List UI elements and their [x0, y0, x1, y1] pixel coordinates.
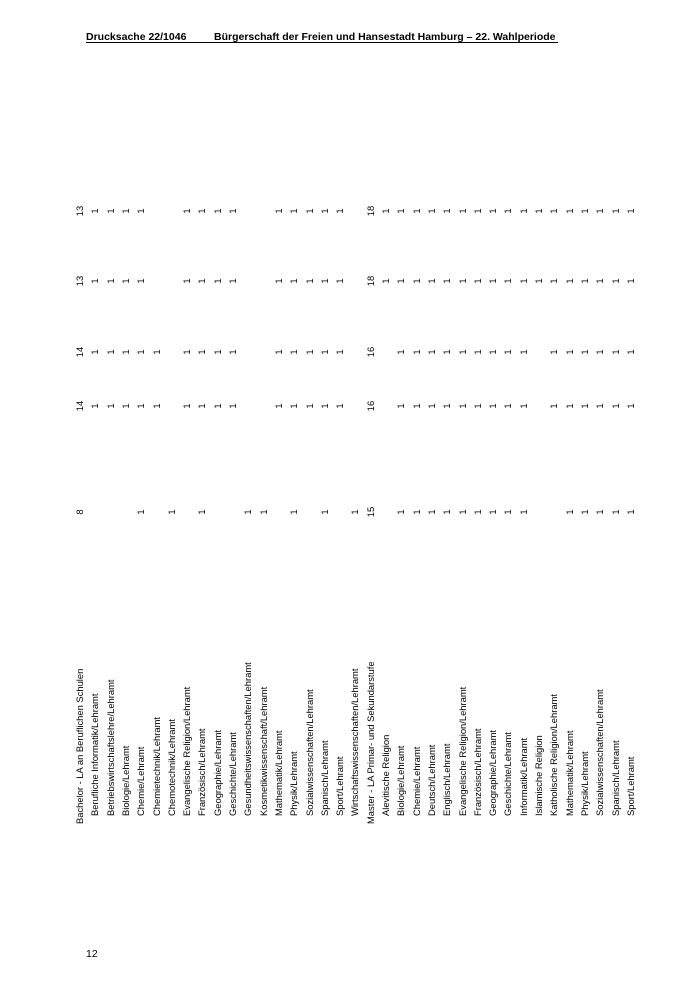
value-cell: 1 — [425, 278, 437, 284]
drucksache-number: Drucksache 22/1046 — [86, 31, 187, 43]
value-cell: 1 — [150, 403, 162, 409]
value-cell: 1 — [380, 278, 391, 284]
table-row — [424, 184, 439, 824]
value-cell: 1 — [89, 278, 101, 284]
row-label: Sport/Lehramt — [334, 756, 346, 816]
value-cell: 1 — [135, 208, 147, 214]
value-cell: 1 — [135, 509, 147, 515]
value-cell: 1 — [288, 208, 300, 214]
table-row — [332, 184, 347, 824]
value-cell: 1 — [318, 278, 330, 284]
row-label: Chemie/Lehramt — [135, 746, 147, 816]
page-header — [0, 31, 700, 45]
row-label: Sozialwissenschaften/Lehramt — [594, 689, 606, 816]
value-cell: 1 — [563, 403, 575, 409]
value-cell: 1 — [227, 403, 238, 409]
value-cell: 1 — [456, 349, 468, 355]
value-cell: 1 — [104, 403, 116, 409]
value-cell: 1 — [533, 208, 544, 214]
value-cell: 1 — [196, 509, 208, 515]
rotated-data-table — [72, 184, 636, 824]
value-cell: 1 — [594, 349, 606, 355]
row-label: Chemie/Lehramt — [410, 746, 422, 816]
value-cell: 18 — [364, 275, 376, 287]
value-cell: 1 — [502, 278, 514, 284]
value-cell: 1 — [119, 349, 131, 355]
value-cell: 1 — [303, 349, 315, 355]
value-cell: 1 — [548, 403, 560, 409]
value-cell: 1 — [272, 208, 284, 214]
value-cell: 1 — [548, 208, 560, 214]
value-cell: 1 — [395, 278, 407, 284]
table-row — [149, 184, 164, 824]
value-cell: 1 — [318, 509, 330, 515]
value-cell: 1 — [517, 403, 529, 409]
row-label: Geographie/Lehramt — [487, 730, 499, 816]
value-cell: 1 — [487, 208, 499, 214]
row-label: Französisch/Lehramt — [196, 728, 208, 816]
row-label: Mathematik/Lehramt — [272, 730, 284, 816]
value-cell: 1 — [288, 403, 300, 409]
value-cell: 1 — [487, 403, 499, 409]
row-label: Chemietechnik/Lehramt — [150, 716, 162, 816]
row-label: Deutsch/Lehramt — [425, 744, 437, 816]
value-cell: 1 — [487, 509, 499, 515]
row-label: Kosmetikwissenschaft/Lehramt — [257, 686, 269, 816]
value-cell: 1 — [242, 509, 254, 515]
value-cell: 1 — [425, 349, 437, 355]
value-cell: 1 — [211, 278, 223, 284]
value-cell: 1 — [624, 349, 636, 355]
table-row — [347, 184, 362, 824]
value-cell: 16 — [364, 400, 376, 412]
row-label: Islamische Religion — [533, 735, 544, 816]
value-cell: 1 — [227, 208, 238, 214]
value-cell: 1 — [196, 403, 208, 409]
value-cell: 1 — [609, 403, 621, 409]
value-cell: 1 — [471, 278, 483, 284]
value-cell: 1 — [318, 403, 330, 409]
value-cell: 1 — [119, 208, 131, 214]
value-cell: 1 — [288, 349, 300, 355]
value-cell: 1 — [487, 278, 499, 284]
value-cell: 1 — [303, 403, 315, 409]
value-cell: 1 — [334, 208, 346, 214]
value-cell: 1 — [410, 403, 422, 409]
value-cell: 1 — [272, 349, 284, 355]
value-cell: 1 — [181, 403, 193, 409]
value-cell: 1 — [594, 403, 606, 409]
row-label: Informatik/Lehramt — [517, 737, 529, 816]
row-label: Mathematik/Lehramt — [563, 730, 575, 816]
value-cell: 1 — [578, 208, 590, 214]
value-cell: 1 — [119, 278, 131, 284]
table-row — [225, 184, 240, 824]
value-cell: 1 — [89, 349, 101, 355]
table-row — [623, 184, 638, 824]
value-cell: 1 — [227, 278, 238, 284]
value-cell: 1 — [471, 208, 483, 214]
row-label: Chemotechnik/Lehramt — [165, 719, 177, 816]
value-cell: 1 — [578, 509, 590, 515]
value-cell: 1 — [502, 349, 514, 355]
table-row — [286, 184, 301, 824]
value-cell: 1 — [594, 208, 606, 214]
value-cell: 1 — [410, 349, 422, 355]
row-label: Evangelische Religion/Lehramt — [181, 686, 193, 816]
value-cell: 1 — [89, 403, 101, 409]
value-cell: 1 — [395, 403, 407, 409]
row-label: Geschichte/Lehramt — [502, 732, 514, 816]
table-row — [240, 184, 255, 824]
table-row — [500, 184, 515, 824]
row-label: Gesundheitswissenschaften/Lehramt — [242, 662, 254, 816]
row-label: Sport/Lehramt — [624, 756, 636, 816]
table-row — [103, 184, 118, 824]
table-row — [592, 184, 607, 824]
value-cell: 1 — [517, 509, 529, 515]
row-label: Bachelor - LA an Beruflichen Schulen — [74, 668, 85, 824]
value-cell: 1 — [104, 208, 116, 214]
value-cell: 1 — [533, 278, 544, 284]
value-cell: 1 — [334, 349, 346, 355]
value-cell: 1 — [609, 349, 621, 355]
table-row — [210, 184, 225, 824]
value-cell: 1 — [410, 509, 422, 515]
table-row — [179, 184, 194, 824]
value-cell: 14 — [74, 400, 85, 412]
row-label: Geographie/Lehramt — [211, 730, 223, 816]
value-cell: 1 — [471, 349, 483, 355]
value-cell: 1 — [578, 278, 590, 284]
row-label: Wirtschaftswissenschaften/Lehramt — [349, 668, 361, 816]
table-row — [194, 184, 209, 824]
row-label: Betriebswirtschaftslehre/Lehramt — [104, 679, 116, 816]
table-group-row — [363, 184, 378, 824]
value-cell: 1 — [502, 403, 514, 409]
value-cell: 1 — [104, 349, 116, 355]
value-cell: 1 — [578, 349, 590, 355]
table-row — [546, 184, 561, 824]
value-cell: 13 — [74, 205, 85, 217]
value-cell: 1 — [609, 278, 621, 284]
value-cell: 1 — [196, 349, 208, 355]
row-label: Spanisch/Lehramt — [318, 740, 330, 816]
value-cell: 1 — [89, 208, 101, 214]
table-row — [485, 184, 500, 824]
table-row — [608, 184, 623, 824]
value-cell: 1 — [609, 208, 621, 214]
row-label: Biologie/Lehramt — [395, 745, 407, 816]
table-row — [470, 184, 485, 824]
value-cell: 1 — [456, 208, 468, 214]
value-cell: 1 — [334, 403, 346, 409]
value-cell: 1 — [548, 278, 560, 284]
value-cell: 1 — [135, 278, 147, 284]
value-cell: 1 — [471, 509, 483, 515]
value-cell: 1 — [410, 278, 422, 284]
value-cell: 1 — [456, 509, 468, 515]
value-cell: 1 — [441, 349, 453, 355]
value-cell: 1 — [441, 208, 453, 214]
value-cell: 1 — [104, 278, 116, 284]
value-cell: 1 — [395, 509, 407, 515]
value-cell: 1 — [181, 349, 193, 355]
value-cell: 1 — [594, 278, 606, 284]
value-cell: 1 — [594, 509, 606, 515]
value-cell: 1 — [425, 208, 437, 214]
table-row — [562, 184, 577, 824]
row-label: Spanisch/Lehramt — [609, 740, 621, 816]
table-row — [133, 184, 148, 824]
value-cell: 15 — [364, 506, 376, 518]
value-cell: 1 — [380, 208, 391, 214]
value-cell: 1 — [211, 208, 223, 214]
value-cell: 1 — [624, 278, 636, 284]
value-cell: 1 — [211, 349, 223, 355]
value-cell: 1 — [456, 403, 468, 409]
value-cell: 1 — [425, 509, 437, 515]
row-label: Geschichte/Lehramt — [227, 732, 238, 816]
table-row — [516, 184, 531, 824]
value-cell: 1 — [395, 208, 407, 214]
table-row — [455, 184, 470, 824]
value-cell: 1 — [196, 208, 208, 214]
value-cell: 1 — [165, 509, 177, 515]
value-cell: 1 — [425, 403, 437, 409]
value-cell: 1 — [272, 403, 284, 409]
value-cell: 1 — [502, 509, 514, 515]
table-row — [256, 184, 271, 824]
value-cell: 1 — [303, 278, 315, 284]
value-cell: 1 — [578, 403, 590, 409]
value-cell: 1 — [548, 349, 560, 355]
table-row — [271, 184, 286, 824]
value-cell: 1 — [563, 349, 575, 355]
table-row — [302, 184, 317, 824]
table-row — [317, 184, 332, 824]
value-cell: 1 — [487, 349, 499, 355]
value-cell: 1 — [471, 403, 483, 409]
value-cell: 1 — [395, 349, 407, 355]
value-cell: 1 — [303, 208, 315, 214]
value-cell: 1 — [135, 349, 147, 355]
table-row — [164, 184, 179, 824]
table-row — [439, 184, 454, 824]
value-cell: 1 — [517, 208, 529, 214]
row-label: Biologie/Lehramt — [119, 745, 131, 816]
row-label: Katholische Religion/Lehramt — [548, 694, 560, 816]
value-cell: 1 — [502, 208, 514, 214]
value-cell: 1 — [563, 509, 575, 515]
row-label: Englisch/Lehramt — [441, 743, 453, 816]
value-cell: 1 — [334, 278, 346, 284]
row-label: Alevitische Religion — [380, 734, 391, 816]
value-cell: 1 — [181, 278, 193, 284]
value-cell: 1 — [196, 278, 208, 284]
table-row — [87, 184, 102, 824]
table-row — [531, 184, 546, 824]
value-cell: 13 — [74, 275, 85, 287]
value-cell: 8 — [74, 509, 85, 515]
value-cell: 1 — [272, 278, 284, 284]
table-row — [378, 184, 393, 824]
row-label: Französisch/Lehramt — [471, 728, 483, 816]
value-cell: 1 — [517, 349, 529, 355]
value-cell: 1 — [119, 403, 131, 409]
value-cell: 1 — [211, 403, 223, 409]
table-group-row — [72, 184, 87, 824]
value-cell: 1 — [150, 349, 162, 355]
value-cell: 1 — [624, 509, 636, 515]
row-label: Physik/Lehramt — [288, 751, 300, 816]
value-cell: 1 — [624, 403, 636, 409]
value-cell: 1 — [181, 208, 193, 214]
value-cell: 1 — [318, 349, 330, 355]
row-label: Master - LA Primar- und Sekundarstufe — [364, 661, 376, 824]
value-cell: 14 — [74, 346, 85, 358]
value-cell: 1 — [288, 509, 300, 515]
value-cell: 1 — [563, 278, 575, 284]
row-label: Physik/Lehramt — [578, 751, 590, 816]
table-row — [118, 184, 133, 824]
value-cell: 1 — [288, 278, 300, 284]
value-cell: 16 — [364, 346, 376, 358]
value-cell: 1 — [135, 403, 147, 409]
value-cell: 1 — [609, 509, 621, 515]
value-cell: 1 — [441, 403, 453, 409]
value-cell: 1 — [410, 208, 422, 214]
value-cell: 18 — [364, 205, 376, 217]
value-cell: 1 — [456, 278, 468, 284]
row-label: Sozialwissenschaften/Lehramt — [303, 689, 315, 816]
value-cell: 1 — [257, 509, 269, 515]
value-cell: 1 — [441, 509, 453, 515]
value-cell: 1 — [441, 278, 453, 284]
value-cell: 1 — [624, 208, 636, 214]
value-cell: 1 — [517, 278, 529, 284]
value-cell: 1 — [349, 509, 361, 515]
parliament-title: Bürgerschaft der Freien und Hansestadt Hamburg – 22. Wahlperiode — [214, 31, 556, 43]
value-cell: 1 — [227, 349, 238, 355]
header-underline — [86, 42, 558, 43]
table-row — [409, 184, 424, 824]
page-number: 12 — [86, 948, 98, 960]
table-row — [577, 184, 592, 824]
row-label: Evangelische Religion/Lehramt — [456, 686, 468, 816]
value-cell: 1 — [563, 208, 575, 214]
value-cell: 1 — [318, 208, 330, 214]
table-row — [393, 184, 408, 824]
row-label: Berufliche Informatik/Lehramt — [89, 693, 101, 816]
